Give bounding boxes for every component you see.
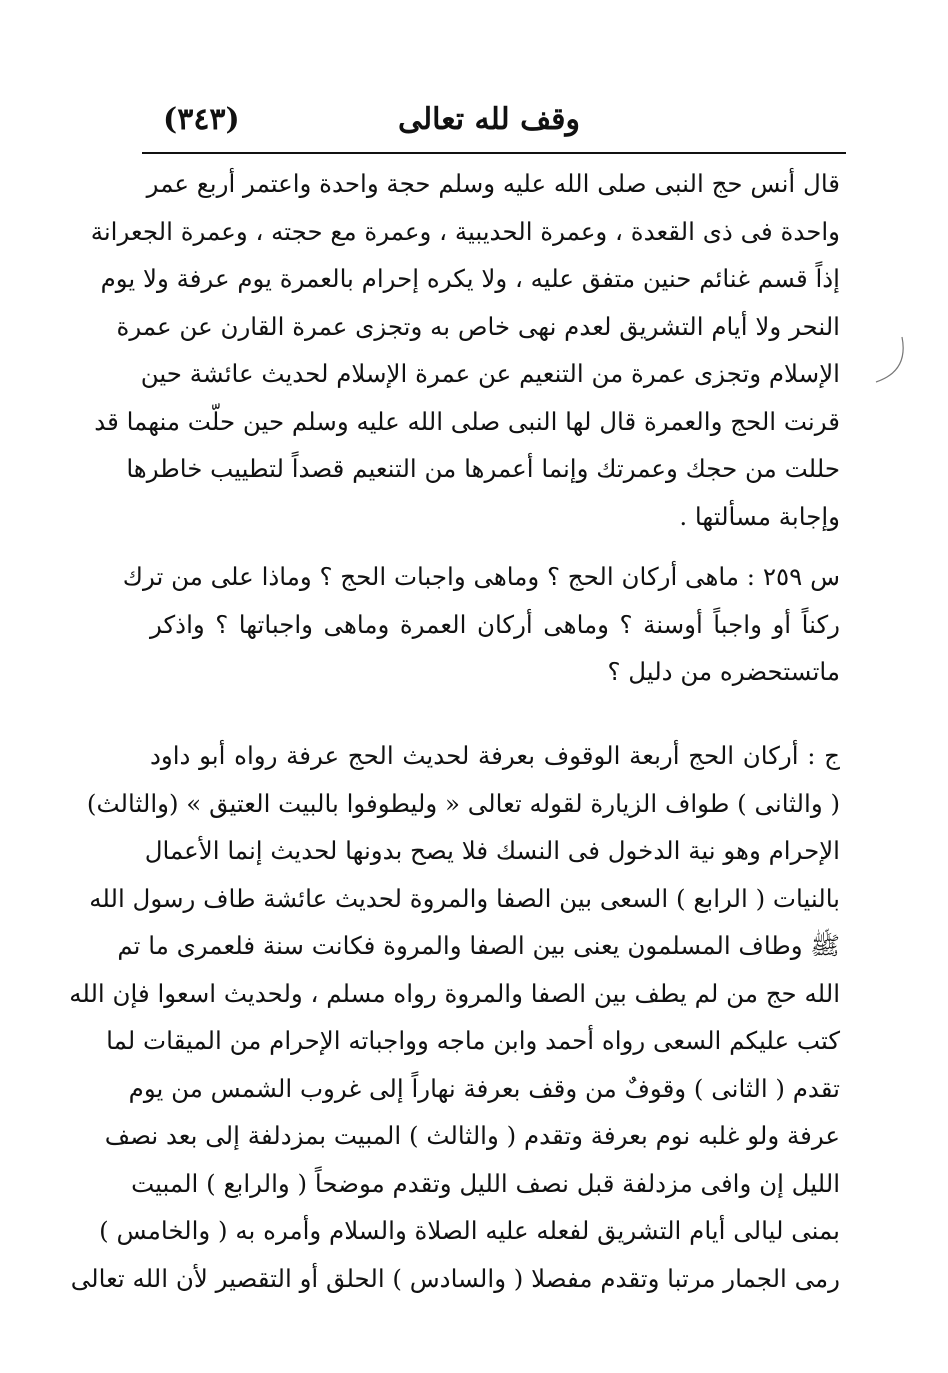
paragraph-hadith-umrah	[90, 160, 840, 540]
text-line: النحر ولا أيام التشريق لعدم نهى خاص به وتجزى عمرة القارن عن عمرة	[116, 311, 840, 341]
text-line: ج : أركان الحج أربعة الوقوف بعرفة لحديث الحج عرفة رواه أبو داود	[150, 741, 840, 770]
text-line: بالنيات ( الرابع ) السعى بين الصفا والمروة لحديث عائشة طاف رسول الله	[89, 883, 840, 913]
text-line: تقدم ( الثانى ) وقوفٌ من وقف بعرفة نهاراً إلى غروب الشمس من يوم	[128, 1073, 840, 1103]
text-line: ﷺ وطاف المسلمون يعنى بين الصفا والمروة فكانت سنة فلعمرى ما تم	[117, 931, 840, 960]
text-line: الإسلام وتجزى عمرة من التنعيم عن عمرة الإسلام لحديث عائشة حين	[140, 359, 840, 388]
text-line: ركناً أو واجباً أوسنة ؟ وماهى أركان العمرة وماهى واجباتها ؟ واذكر	[150, 609, 840, 639]
text-line: ماتستحضره من دليل ؟	[607, 657, 840, 686]
text-line: الله حج من لم يطف بين الصفا والمروة رواه مسلم ، ولحديث اسعوا فإن الله	[69, 978, 840, 1008]
text-line: الإحرام وهو نية الدخول فى النسك فلا يصح بدونها لحديث إنما الأعمال	[144, 836, 840, 865]
text-line: عرفة ولو غلبه نوم بعرفة وتقدم ( والثالث ) المبيت بمزدلفة إلى بعد نصف	[104, 1121, 840, 1150]
text-line: وإجابة مسألتها .	[679, 501, 840, 531]
text-line: واحدة فى ذى القعدة ، وعمرة الحديبية ، وعمرة مع حجته ، وعمرة الجعرانة	[90, 216, 840, 246]
page-number: (٣٤٣)	[163, 102, 240, 137]
text-line: رمى الجمار مرتبا وتقدم مفصلا ( والسادس ) الحلق أو التقصير لأن الله تعالى	[70, 1263, 840, 1293]
text-line: حللت من حجك وعمرتك وإنما أعمرها من التنعيم قصداً لتطييب خاطرها	[126, 454, 840, 483]
text-line: إذاً قسم غنائم حنين متفق عليه ، ولا يكره إحرام بالعمرة يوم عرفة ولا يوم	[100, 264, 840, 293]
margin-pencil-mark	[872, 332, 912, 392]
text-line: س ٢٥٩ : ماهى أركان الحج ؟ وماهى واجبات الحج ؟ وماذا على من ترك	[122, 562, 840, 591]
text-line: كتب عليكم السعى رواه أحمد وابن ماجه وواجباته الإحرام من الميقات لما	[106, 1026, 840, 1055]
text-line: بمنى ليالى أيام التشريق لفعله عليه الصلاة والسلام وأمره به ( والخامس )	[99, 1216, 840, 1245]
page-header	[145, 96, 845, 148]
text-line: الليل إن وافى مزدلفة قبل نصف الليل وتقدم موضحاً ( والرابع ) المبيت	[131, 1168, 840, 1198]
text-line: ( والثانى ) طواف الزيارة لقوله تعالى « وليطوفوا بالبيت العتيق » (والثالث)	[86, 788, 840, 818]
text-line: قال أنس حج النبى صلى الله عليه وسلم حجة واحدة واعتمر أربع عمر	[146, 169, 840, 198]
text-line: قرنت الحج والعمرة قال لها النبى صلى الله عليه وسلم حين حلّت منهما قد	[94, 406, 840, 436]
header-rule	[142, 152, 846, 154]
answer-259	[69, 732, 840, 1302]
running-title: وقف لله تعالى	[397, 102, 580, 137]
question-259	[122, 553, 840, 696]
